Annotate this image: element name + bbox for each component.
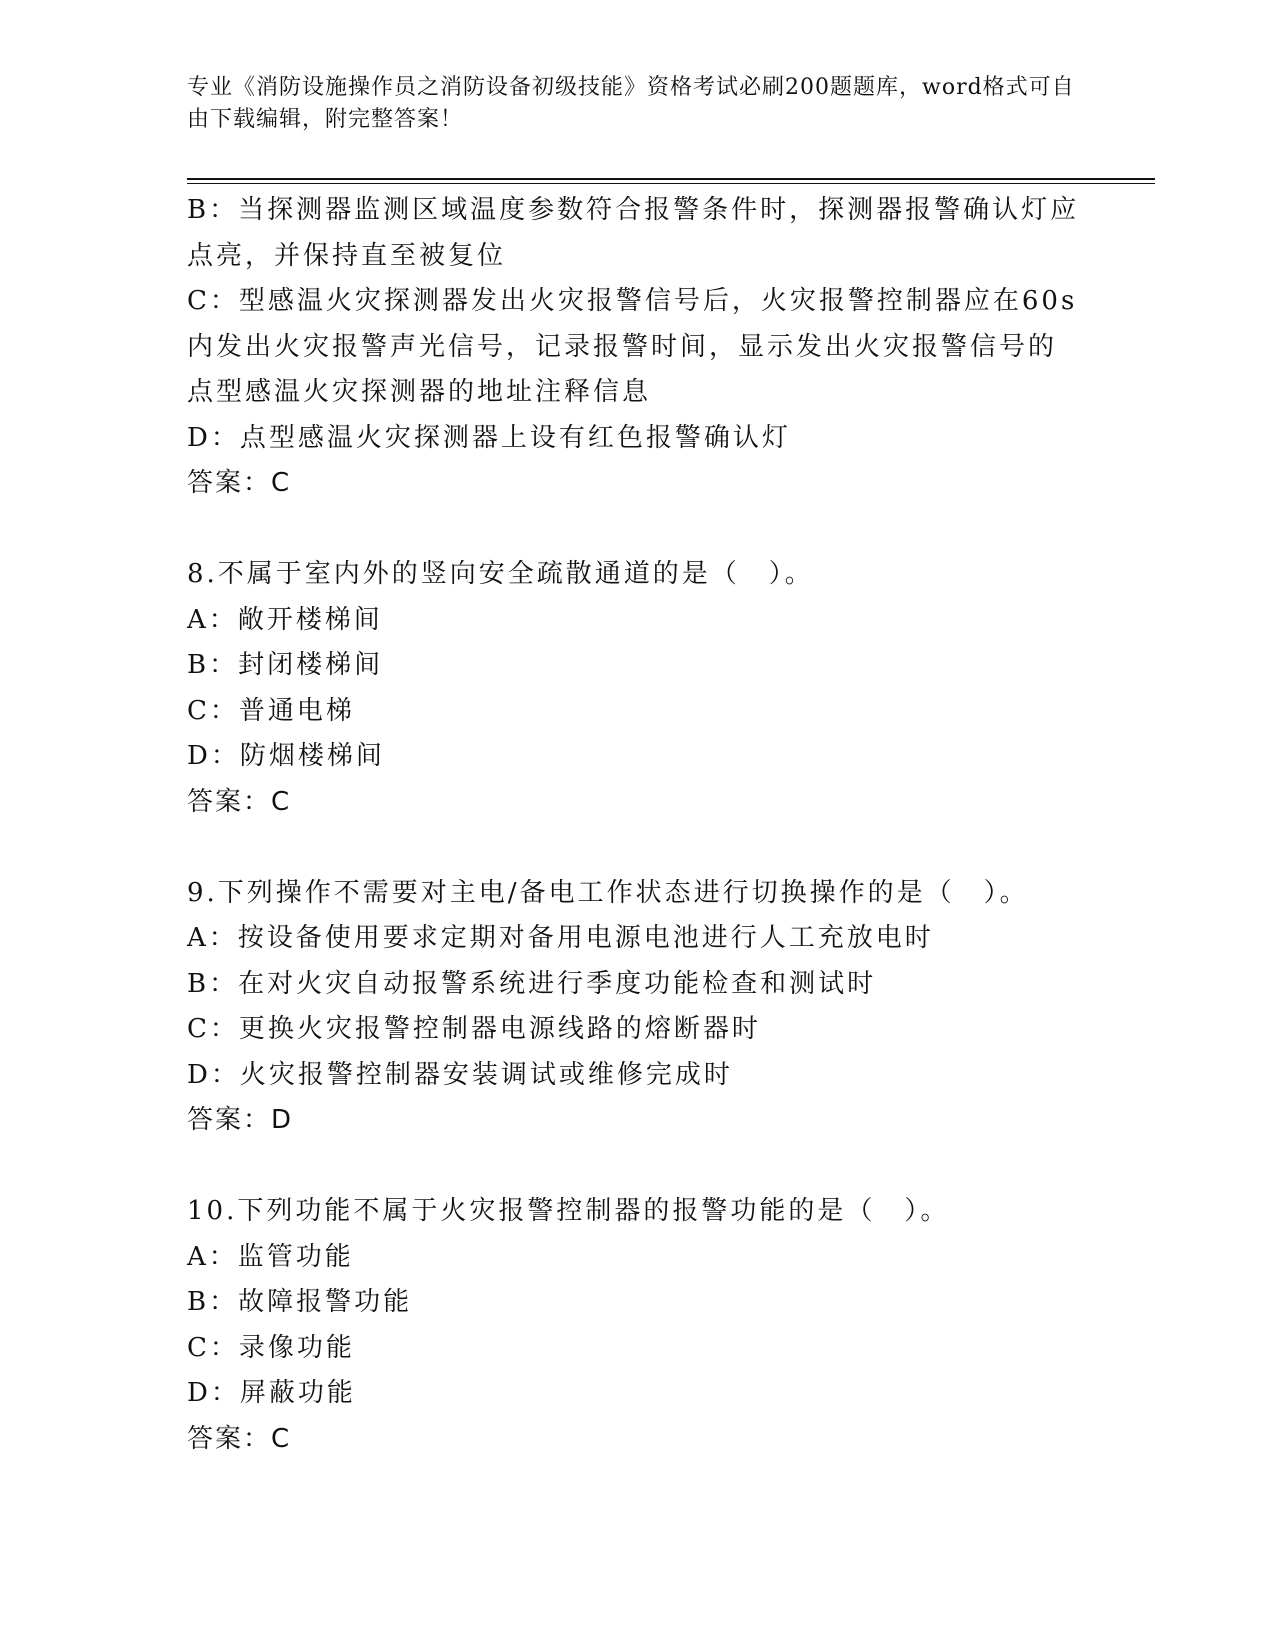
page-header [187,72,1087,136]
question-10-answer: 答案：C [187,1423,292,1454]
question-8-option-d: D：防烟楼梯间 [187,741,385,771]
question-10-option-c: C：录像功能 [187,1332,355,1363]
question-10-option-b: B：故障报警功能 [187,1287,413,1317]
question-9-option-c: C：更换火灾报警控制器电源线路的熔断器时 [187,1014,761,1044]
question-9-stem: 9.下列操作不需要对主电/备电工作状态进行切换操作的是（ ）。 [187,877,1029,908]
question-10-option-d: D：屏蔽功能 [187,1378,356,1408]
header-divider [187,178,1155,180]
option-d-line-1: D：点型感温火灾探测器上设有红色报警确认灯 [187,422,791,453]
option-c-line-1: C：型感温火灾探测器发出火灾报警信号后，火灾报警控制器应在60s [187,286,1078,316]
spacer [187,825,1087,871]
option-b-line-2: 点亮，并保持直至被复位 [187,240,507,271]
option-c-line-2: 内发出火灾报警声光信号，记录报警时间，显示发出火灾报警信号的 [187,331,1058,362]
question-8-option-b: B：封闭楼梯间 [187,650,384,680]
question-8-answer: 答案：C [187,786,292,817]
question-9-option-a: A：按设备使用要求定期对备用电源电池进行人工充放电时 [187,923,934,953]
question-7-continuation [187,188,1087,507]
option-c-line-3: 点型感温火灾探测器的地址注释信息 [187,377,652,407]
header-title: 专业《消防设施操作员之消防设备初级技能》资格考试必刷200题题库，word格式可自由下载编辑，附完整答案！ [187,75,1075,132]
question-10 [187,1189,1087,1462]
option-b-line-1: B：当探测器监测区域温度参数符合报警条件时，探测器报警确认灯应 [187,195,1080,225]
question-9-answer: 答案：D [187,1105,294,1135]
question-7-answer: 答案：C [187,468,292,498]
spacer [187,507,1087,553]
spacer [187,1144,1087,1190]
question-8 [187,552,1087,825]
question-8-option-c: C：普通电梯 [187,695,355,726]
question-8-option-a: A：敞开楼梯间 [187,604,383,635]
question-10-stem: 10.下列功能不属于火灾报警控制器的报警功能的是（ ）。 [187,1196,950,1226]
question-9-option-d: D：火灾报警控制器安装调试或维修完成时 [187,1059,733,1090]
question-9 [187,871,1087,1144]
question-content [187,188,1087,1462]
header-divider-secondary [187,183,1155,184]
question-10-option-a: A：监管功能 [187,1241,354,1272]
question-9-option-b: B：在对火灾自动报警系统进行季度功能检查和测试时 [187,968,877,999]
question-8-stem: 8.不属于室内外的竖向安全疏散通道的是（ ）。 [187,559,814,589]
